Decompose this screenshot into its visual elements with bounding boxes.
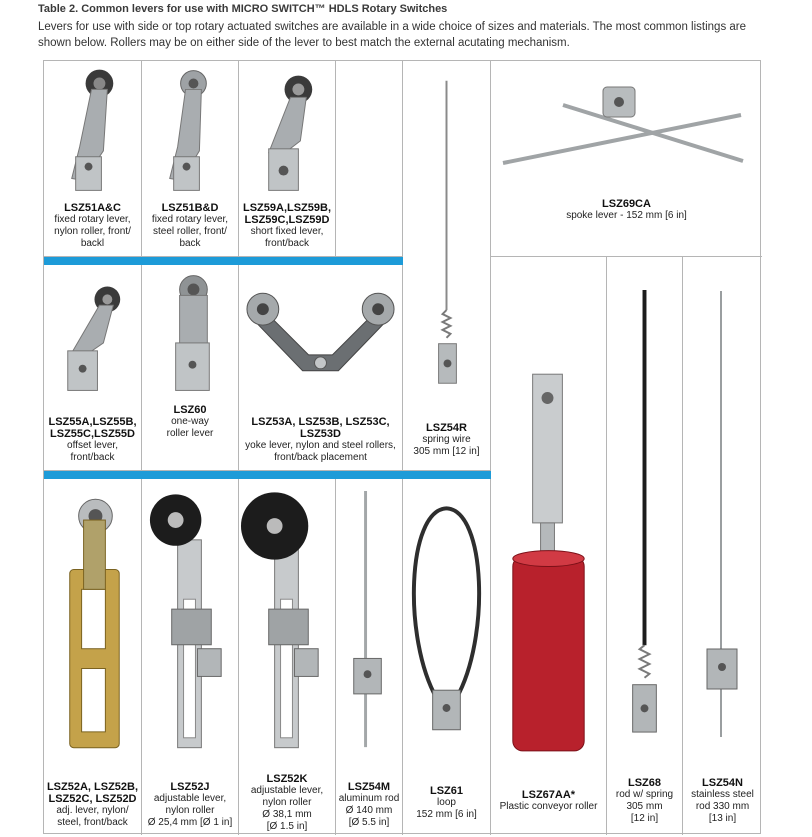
lever-code: LSZ61 [429,785,463,797]
lever-code: LSZ68 [627,777,661,789]
lever-caption-lsz67aa [491,789,606,813]
section-divider [44,471,491,479]
lever-desc-line: spoke lever - 152 mm [6 in] [566,210,687,221]
lever-desc-line: aluminum rod [338,793,400,804]
lever-image-lsz59 [239,61,335,201]
lever-code: LSZ55A,LSZ55B, [48,416,137,428]
lever-desc-line: fixed rotary lever, [54,214,131,225]
lever-code: LSZ53D [300,428,341,440]
lever-table [43,60,761,834]
lever-image-lsz52a [44,479,141,763]
lever-code: LSZ54M [347,781,391,793]
lever-code: LSZ69CA [602,198,651,210]
lever-image-lsz60 [142,265,238,405]
lever-desc-line: Ø 25,4 mm [Ø 1 in] [147,817,233,828]
lever-code: LSZ52J [170,781,210,793]
lever-cell-lsz54m [336,479,403,835]
lever-caption-lsz52j [142,781,238,829]
lever-cell-lsz54n [683,257,762,835]
lever-caption-lsz52a [44,781,141,829]
lever-desc-line: yoke lever, nylon and steel rollers, [245,440,396,451]
lever-image-lsz52j [142,479,238,763]
lever-desc-line: offset lever, [67,440,118,451]
lever-code: LSZ59A,LSZ59B, [242,202,332,214]
lever-code: LSZ52C, LSZ52D [48,793,137,805]
lever-code: LSZ51B&D [161,202,219,214]
lever-desc-line: adjustable lever, [250,785,324,796]
lever-code: LSZ52K [266,773,308,785]
lever-cell-lsz69ca [491,61,762,257]
lever-desc-line: backl [80,238,105,249]
lever-desc-line: front/back [70,452,115,463]
blank-cell [336,61,403,257]
lever-code: LSZ51A&C [64,202,121,214]
lever-cell-lsz55 [44,265,142,471]
lever-caption-lsz55 [44,416,141,464]
lever-cell-lsz53 [239,265,403,471]
lever-caption-lsz68 [607,777,682,825]
lever-desc-line: nylon roller [165,805,215,816]
lever-desc-line: [Ø 5.5 in] [348,817,390,828]
lever-cell-lsz52k [239,479,336,835]
lever-code: LSZ59C,LSZ59D [244,214,330,226]
lever-caption-lsz59 [239,202,335,250]
lever-image-lsz52k [239,479,335,763]
lever-desc-line: spring wire [422,434,471,445]
lever-caption-lsz53 [239,416,402,464]
lever-desc-line: [Ø 1.5 in] [266,821,308,832]
lever-desc-line: 305 mm [626,801,663,812]
lever-desc-line: steel roller, front/ [153,226,227,237]
lever-desc-line: [13 in] [708,813,737,824]
lever-caption-lsz54n [683,777,762,825]
lever-cell-lsz59 [239,61,336,257]
lever-cell-lsz52j [142,479,239,835]
lever-caption-lsz51bd [142,202,238,250]
lever-image-lsz53 [239,265,402,405]
lever-desc-line: nylon roller [262,797,312,808]
lever-desc-line: adj. lever, nylon/ [56,805,129,816]
lever-code: LSZ54R [426,422,467,434]
lever-image-lsz51bd [142,61,238,201]
lever-image-lsz54n [683,257,762,767]
lever-desc-line: short fixed lever, [250,226,324,237]
lever-image-lsz54r [403,61,490,401]
lever-cell-lsz68 [607,257,683,835]
lever-desc-line: rod 330 mm [695,801,750,812]
lever-cell-lsz67aa [491,257,607,835]
lever-image-lsz68 [607,257,682,767]
lever-desc-line: loop [437,797,456,808]
lever-caption-lsz54m [336,781,402,829]
table-title: Table 2. Common levers for use with MICRO SWITCH™ HDLS Rotary Switches [38,3,448,15]
lever-desc-line: steel, front/back [57,817,128,828]
lever-desc-line: 305 mm [12 in] [413,446,480,457]
lever-image-lsz55 [44,265,141,405]
lever-image-lsz51ac [44,61,141,201]
lever-cell-lsz54r [403,61,491,471]
lever-cell-lsz51ac [44,61,142,257]
section-divider [44,257,403,265]
lever-desc-line: Ø 140 mm [345,805,393,816]
lever-caption-lsz54r [403,422,490,458]
lever-desc-line: roller lever [166,428,214,439]
lever-code: LSZ54N [702,777,743,789]
lever-caption-lsz51ac [44,202,141,250]
lever-desc-line: Ø 38,1 mm [262,809,312,820]
lever-caption-lsz52k [239,773,335,833]
lever-desc-line: [12 in] [630,813,659,824]
lever-cell-lsz60 [142,265,239,471]
lever-desc-line: back [179,238,201,249]
lever-caption-lsz61 [403,785,490,821]
lever-desc-line: stainless steel [691,789,754,800]
lever-code: LSZ53A, LSZ53B, LSZ53C, [251,416,390,428]
table-description: Levers for use with side or top rotary actuated switches are available in a wide choice of sizes and materials. The most common listings are shown below. Rollers may be on either side of the lever to best match the external acutating mechanism. [38,21,747,49]
lever-desc-line: adjustable lever, [153,793,227,804]
lever-cell-lsz52a [44,479,142,835]
lever-code: LSZ52A, LSZ52B, [46,781,139,793]
lever-caption-lsz60 [142,404,238,440]
lever-cell-lsz51bd [142,61,239,257]
lever-code: LSZ67AA* [521,789,576,801]
lever-cell-lsz61 [403,479,491,835]
lever-desc-line: one-way [171,416,209,427]
lever-code: LSZ55C,LSZ55D [50,428,135,440]
lever-desc-line: Plastic conveyor roller [499,801,598,812]
lever-desc-line: front/back [265,238,309,249]
lever-desc-line: fixed rotary lever, [151,214,229,225]
lever-desc-line: 152 mm [6 in] [416,809,477,820]
lever-image-lsz67aa [491,257,606,767]
lever-image-lsz54m [336,479,402,763]
lever-image-lsz69ca [491,61,762,201]
lever-image-lsz61 [403,479,490,763]
lever-caption-lsz69ca [491,198,762,222]
lever-desc-line: front/back placement [274,452,367,463]
lever-desc-line: nylon roller, front/ [54,226,131,237]
lever-code: LSZ60 [173,404,207,416]
lever-desc-line: rod w/ spring [615,789,674,800]
